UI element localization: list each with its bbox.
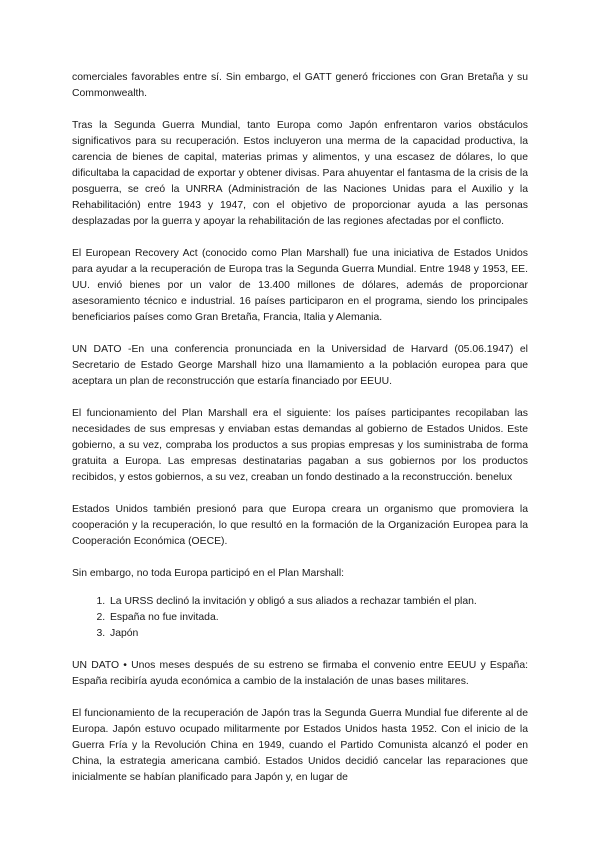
- list-item: 2. España no fue invitada.: [108, 610, 528, 626]
- list-item: 1. La URSS declinó la invitación y obligó a sus aliados a rechazar también el plan.: [108, 594, 528, 610]
- paragraph-un-dato-harvard: UN DATO -En una conferencia pronunciada en la Universidad de Harvard (05.06.1947) el Secretario de Estado George Marshall hizo una llamamiento a la población europea para que aceptara un plan de reconstrucción que estaría financiado por EEUU.: [72, 344, 528, 387]
- list-item: 3. Japón: [108, 626, 528, 642]
- paragraph-gatt-continuation: comerciales favorables entre sí. Sin embargo, el GATT generó fricciones con Gran Bretaña y su Commonwealth.: [72, 72, 528, 99]
- paragraph-not-all-europe: Sin embargo, no toda Europa participó en el Plan Marshall:: [72, 568, 345, 579]
- non-participants-list: [72, 594, 528, 642]
- paragraph-marshall-plan: El European Recovery Act (conocido como Plan Marshall) fue una iniciativa de Estados Unidos para ayudar a la recuperación de Europa tras la Segunda Guerra Mundial. Entre 1948 y 1953, EE. UU. envió bienes por un valor de 13.400 millones de dólares, además de proporcionar asesoramiento técnico e industrial. 16 países participaron en el programa, siendo los principales beneficiarios países como Gran Bretaña, Francia, Italia y Alemania.: [72, 248, 528, 323]
- paragraph-postwar-obstacles: Tras la Segunda Guerra Mundial, tanto Europa como Japón enfrentaron varios obstáculos significativos para su recuperación. Estos incluyeron una merma de la capacidad productiva, la carencia de bienes de capital, materias primas y alimentos, y una escasez de dólares, lo que dificultaba la capacidad de exportar y obtener divisas. Para ahuyentar el fantasma de la crisis de la posguerra, se creó la UNRRA (Administración de las Naciones Unidas para el Auxilio y la Rehabilitación) entre 1943 y 1947, con el objetivo de proporcionar ayuda a las personas desplazadas por la guerra y apoyar la rehabilitación de las regiones afectadas por el conflicto.: [72, 120, 528, 227]
- paragraph-marshall-functioning: El funcionamiento del Plan Marshall era el siguiente: los países participantes recopilaban las necesidades de sus empresas y enviaban estas demandas al gobierno de Estados Unidos. Este gobierno, a su vez, compraba los productos a sus propias empresas y los suministraba de forma gratuita a Europa. Las empresas destinatarias pagaban a sus gobiernos por los productos recibidos, y estos gobiernos, a su vez, creaban un fondo destinado a la reconstrucción. benelux: [72, 408, 528, 483]
- paragraph-oece: Estados Unidos también presionó para que Europa creara un organismo que promoviera la cooperación y la recuperación, lo que resultó en la formación de la Organización Europea para la Cooperación Económica (OECE).: [72, 504, 528, 547]
- paragraph-un-dato-spain: UN DATO • Unos meses después de su estreno se firmaba el convenio entre EEUU y España: España recibiría ayuda económica a cambio de la instalación de unas bases militares.: [72, 660, 528, 687]
- paragraph-japan-recovery: El funcionamiento de la recuperación de Japón tras la Segunda Guerra Mundial fue diferente al de Europa. Japón estuvo ocupado militarmente por Estados Unidos hasta 1952. Con el inicio de la Guerra Fría y la Revolución China en 1949, cuando el Partido Comunista alcanzó el poder en China, la estrategia americana cambió. Estados Unidos decidió cancelar las reparaciones que inicialmente se habían planificado para Japón y, en lugar de: [72, 708, 528, 783]
